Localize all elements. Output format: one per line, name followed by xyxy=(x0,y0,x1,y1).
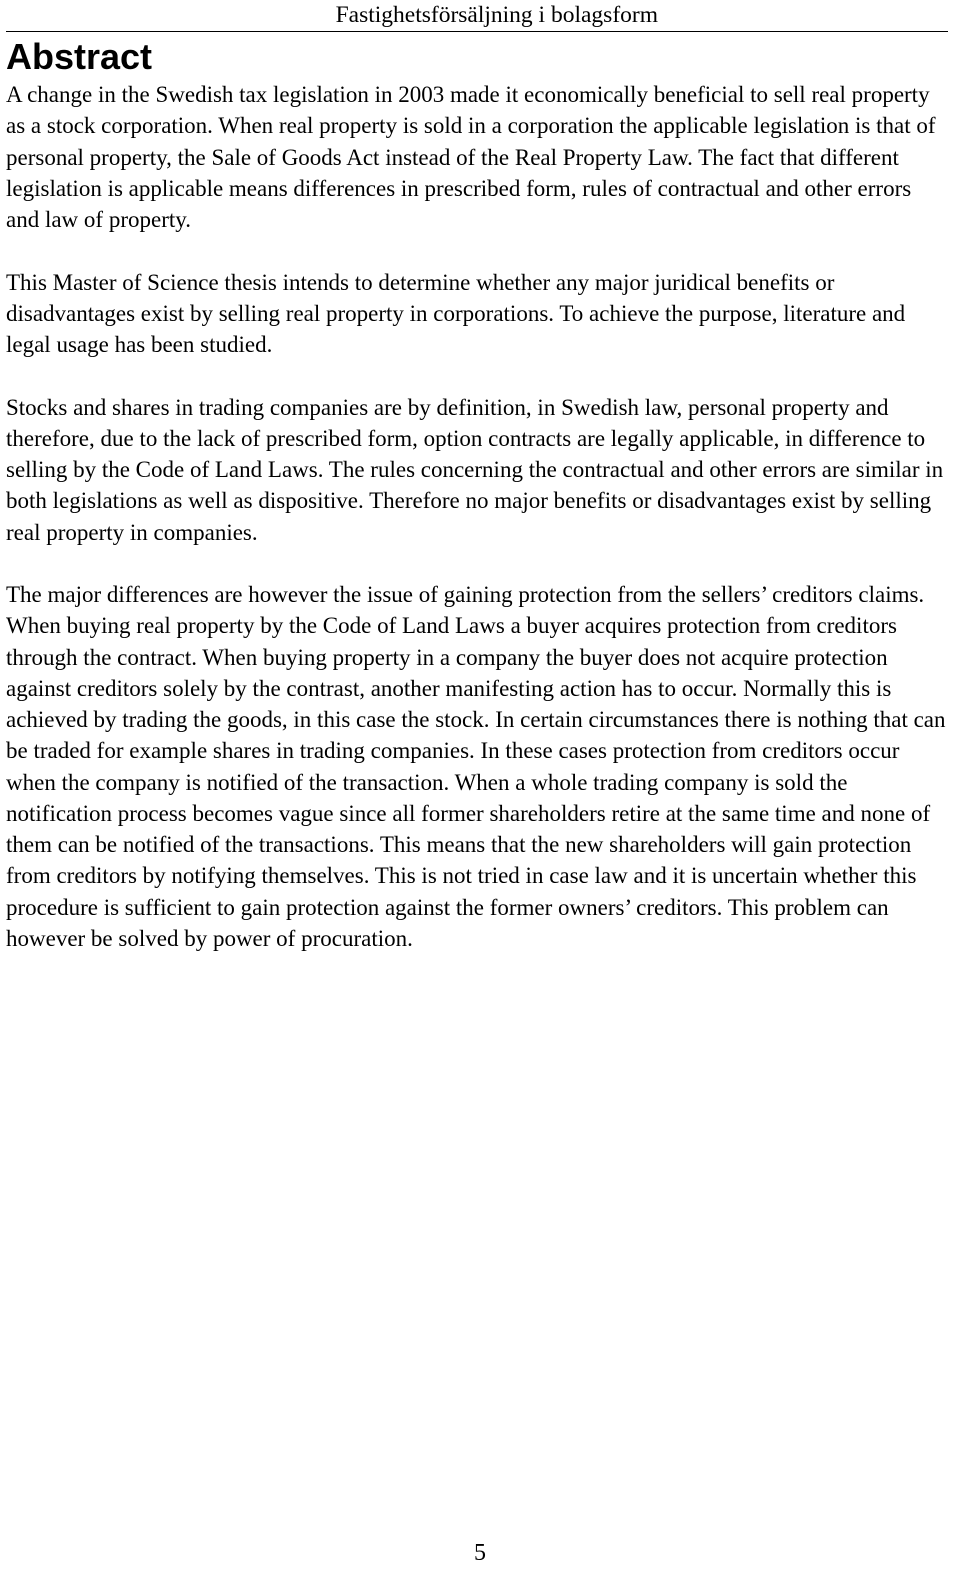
running-header xyxy=(6,0,948,32)
abstract-body xyxy=(6,79,948,985)
running-header-title: Fastighetsförsäljning i bolagsform xyxy=(335,2,658,28)
paragraph: The major differences are however the issue of gaining protection from the sellers’ creditors claims. When buying real property by the Code of Land Laws a buyer acquires protection from creditors through the contract. When buying property in a company the buyer does not acquire protection against creditors solely by the contrast, another manifesting action has to occur. Normally this is achieved by trading the goods, in this case the stock. In certain circumstances there is nothing that can be traded for example shares in trading companies. In these cases protection from creditors occur when the company is notified of the transaction. When a whole trading company is sold the notification process becomes vague since all former shareholders retire at the same time and none of them can be notified of the transactions. This means that the new shareholders will gain protection from creditors by notifying themselves. This is not tried in case law and it is uncertain whether this procedure is sufficient to gain protection against the former owners’ creditors. This problem can however be solved by power of procuration. xyxy=(6,582,946,951)
section-heading: Abstract xyxy=(6,36,153,77)
paragraph: This Master of Science thesis intends to determine whether any major juridical benefits or disadvantages exist by selling real property in corporations. To achieve the purpose, literature and legal usage has been studied. xyxy=(6,269,906,357)
paragraph: A change in the Swedish tax legislation in 2003 made it economically beneficial to sell real property as a stock corporation. When real property is sold in a corporation the applicable legislation is that of personal property, the Sale of Goods Act instead of the Real Property Law. The fact that different legislation is applicable means differences in prescribed form, rules of contractual and other errors and law of property. xyxy=(6,82,936,232)
paragraph: Stocks and shares in trading companies are by definition, in Swedish law, personal property and therefore, due to the lack of prescribed form, option contracts are legally applicable, in difference to selling by the Code of Land Laws. The rules concerning the contractual and other errors are similar in both legislations as well as dispositive. Therefore no major benefits or disadvantages exist by selling real property in companies. xyxy=(6,394,944,545)
page-number: 5 xyxy=(474,1540,486,1566)
